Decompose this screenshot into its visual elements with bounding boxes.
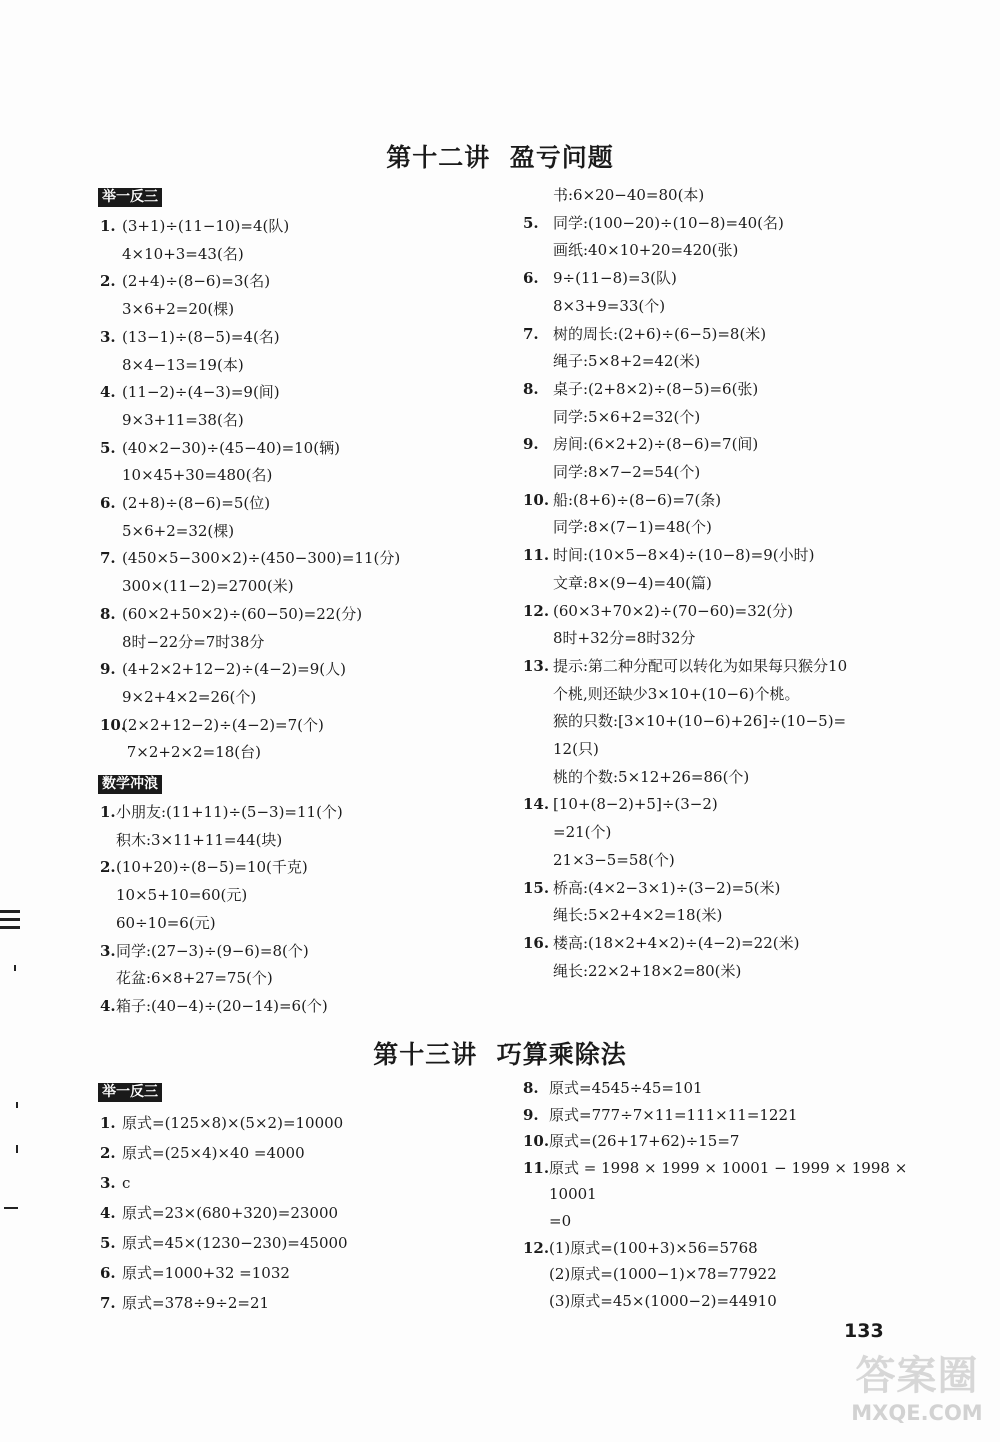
answer-line (100, 548, 400, 568)
answer-text: [10+(8−2)+5]÷(3−2) (553, 795, 718, 814)
answer-text: 7×2+2×2=18(台) (122, 743, 262, 762)
answer-text: 4×10+3=43(名) (122, 244, 244, 263)
problem-number: 10. (523, 490, 550, 509)
answer-text: 同学:8×7−2=54(个) (553, 463, 701, 481)
answer-text: (4+2×2+12−2)÷(4−2)=9(人) (122, 660, 346, 679)
answer-line (553, 711, 846, 731)
answer-line (100, 1173, 130, 1193)
answer-text: c (122, 1174, 131, 1192)
answer-text: (2×2+12−2)÷(4−2)=7(个) (122, 715, 324, 734)
problem-number: 15. (523, 878, 550, 897)
answer-line (523, 794, 718, 814)
problem-number: 1. (100, 1114, 116, 1132)
answer-line (122, 465, 272, 485)
answer-line (122, 299, 234, 319)
answer-text: 原式=(25×4)×40 =4000 (122, 1144, 305, 1162)
problem-number: 3. (100, 327, 116, 346)
answer-text: 时间:(10×5−8×4)÷(10−8)=9(小时) (553, 546, 815, 565)
problem-number: 5. (100, 1234, 116, 1252)
answer-line (523, 1131, 739, 1151)
watermark-logo: 答案圈 (855, 1353, 979, 1399)
problem-number: 11. (523, 546, 550, 565)
problem-number: 1. (100, 217, 116, 235)
answer-line (553, 296, 665, 316)
answer-text: 10×5+10=60(元) (116, 886, 248, 905)
answer-text: 绳子:5×8+2=42(米) (553, 352, 701, 371)
answer-line (523, 1078, 703, 1098)
answer-text: 树的周长:(2+6)÷(6−5)=8(米) (553, 324, 767, 343)
answer-text: 8时+32分=8时32分 (553, 629, 696, 648)
answer-text: (11−2)÷(4−3)=9(间) (122, 383, 280, 402)
answer-text: 60÷10=6(元) (116, 913, 216, 932)
answer-line (122, 576, 294, 596)
answer-line (100, 382, 280, 402)
binding-mark (14, 965, 16, 971)
problem-number: 4. (100, 1204, 116, 1222)
answer-line (549, 1291, 777, 1311)
answer-text: (60×2+50×2)÷(60−50)=22(分) (122, 604, 363, 623)
answer-line (122, 632, 264, 652)
answer-line (523, 878, 780, 898)
problem-number: 7. (100, 1294, 116, 1312)
answer-text: =0 (549, 1212, 572, 1230)
answer-text: 箱子:(40−4)÷(20−14)=6(个) (116, 996, 328, 1015)
answer-text: 同学:(100−20)÷(10−8)=40(名) (553, 213, 784, 232)
answer-line (100, 1263, 290, 1283)
section-12-badge-practice: 举一反三 (98, 188, 162, 207)
answer-text: (13−1)÷(8−5)=4(名) (122, 327, 280, 346)
answer-line (116, 830, 282, 850)
answer-text: (2)原式=(1000−1)×78=77922 (549, 1265, 777, 1284)
problem-number: 10. (523, 1132, 550, 1151)
answer-line (122, 355, 244, 375)
answer-line (523, 379, 758, 399)
problem-number: 6. (100, 1264, 116, 1282)
answer-line (100, 802, 343, 822)
answer-line (553, 739, 599, 759)
answer-line (100, 996, 328, 1016)
binding-mark (4, 1207, 18, 1209)
section-13-title: 第十三讲 巧算乘除法 (373, 1040, 627, 1069)
answer-line (553, 351, 700, 371)
problem-number: 11. (523, 1158, 550, 1177)
answer-text: 同学:8×(7−1)=48(个) (553, 518, 712, 537)
answer-text: 同学:5×6+2=32(个) (553, 407, 701, 426)
answer-line (523, 324, 766, 344)
answer-line (122, 742, 261, 762)
answer-line (116, 885, 247, 905)
answer-text: 300×(11−2)=2700(米) (122, 577, 294, 596)
answer-line (116, 968, 273, 988)
answer-text: 3×6+2=20(棵) (122, 300, 235, 319)
answer-line (553, 240, 738, 260)
answer-text: 房间:(6×2+2)÷(8−6)=7(间) (553, 435, 759, 454)
answer-text: 绳长:5×2+4×2=18(米) (553, 906, 723, 925)
answer-line (523, 545, 814, 565)
problem-number: 14. (523, 795, 550, 814)
answer-text: 书:6×20−40=80(本) (553, 186, 705, 204)
answer-line (549, 1184, 597, 1204)
answer-text: 原式=(26+17+62)÷15=7 (549, 1132, 740, 1151)
problem-number: 9. (100, 660, 116, 679)
answer-line (116, 913, 216, 933)
answer-line (122, 687, 256, 707)
answer-text: (60×3+70×2)÷(70−60)=32(分) (553, 601, 794, 620)
problem-number: 2. (100, 272, 116, 291)
problem-number: 8. (523, 379, 539, 398)
problem-number: 9. (523, 435, 539, 454)
answer-line (100, 493, 270, 513)
answer-line (553, 517, 712, 537)
problem-number: 9. (523, 1105, 539, 1124)
answer-text: 文章:8×(9−4)=40(篇) (553, 573, 712, 592)
answer-line (553, 573, 712, 593)
answer-line (122, 521, 234, 541)
answer-line (553, 822, 611, 842)
answer-text: 桃的个数:5×12+26=86(个) (553, 767, 750, 786)
answer-text: 原式 = 1998 × 1999 × 10001 − 1999 × 1998 × (549, 1158, 908, 1177)
answer-text: 12(只) (553, 740, 599, 758)
answer-line (100, 604, 362, 624)
problem-number: 2. (100, 1144, 116, 1162)
problem-number: 6. (100, 494, 116, 512)
problem-number: 16. (523, 933, 550, 952)
problem-number: 3. (100, 941, 116, 960)
problem-number: 2. (100, 858, 116, 877)
answer-line (549, 1211, 571, 1231)
answer-text: 8×3+9=33(个) (553, 296, 666, 315)
answer-line (553, 961, 741, 981)
answer-line (523, 656, 847, 676)
answer-text: (2+8)÷(8−6)=5(位) (122, 494, 271, 512)
answer-text: 5×6+2=32(棵) (122, 521, 235, 540)
section-13-badge-practice: 举一反三 (98, 1083, 162, 1102)
answer-line (523, 601, 793, 621)
problem-number: 13. (523, 656, 550, 675)
section-12-badge-challenge: 数学冲浪 (98, 775, 162, 794)
answer-text: (3)原式=45×(1000−2)=44910 (549, 1291, 777, 1310)
binding-mark (16, 1145, 18, 1153)
answer-text: (1)原式=(100+3)×56=5768 (549, 1238, 758, 1257)
answer-text: 积木:3×11+11=44(块) (116, 830, 283, 849)
answer-text: (450×5−300×2)÷(450−300)=11(分) (122, 549, 401, 568)
problem-number: 10. (100, 715, 127, 734)
answer-text: 8时−22分=7时38分 (122, 632, 265, 651)
answer-line (122, 244, 244, 264)
problem-number: 5. (100, 438, 116, 457)
answer-text: 8×4−13=19(本) (122, 355, 244, 374)
answer-line (100, 271, 270, 291)
answer-line (100, 1293, 269, 1313)
answer-text: 小朋友:(11+11)÷(5−3)=11(个) (116, 803, 343, 821)
answer-line (100, 216, 289, 236)
problem-number: 12. (523, 1238, 550, 1257)
answer-text: (40×2−30)÷(45−40)=10(辆) (122, 438, 340, 457)
answer-line (100, 1233, 348, 1253)
answer-line (523, 1238, 758, 1258)
answer-line (523, 213, 784, 233)
answer-line (523, 434, 758, 454)
problem-number: 3. (100, 1174, 116, 1192)
answer-text: 桥高:(4×2−3×1)÷(3−2)=5(米) (553, 878, 781, 897)
problem-number: 7. (100, 549, 116, 568)
answer-text: 原式=1000+32 =1032 (122, 1264, 290, 1282)
page-number: 133 (844, 1320, 884, 1342)
answer-line (553, 628, 695, 648)
problem-number: 4. (100, 996, 116, 1015)
answer-text: 原式=23×(680+320)=23000 (122, 1204, 339, 1222)
problem-number: 12. (523, 601, 550, 620)
binding-mark (0, 926, 20, 929)
answer-text: 原式=(125×8)×(5×2)=10000 (122, 1114, 344, 1132)
answer-line (523, 933, 799, 953)
answer-text: 10×45+30=480(名) (122, 466, 273, 485)
binding-mark (0, 918, 20, 921)
answer-text: 9×2+4×2=26(个) (122, 687, 257, 706)
answer-line (523, 268, 677, 288)
answer-text: 原式=4545÷45=101 (549, 1079, 703, 1097)
problem-number: 6. (523, 269, 539, 288)
answer-line (100, 1203, 338, 1223)
answer-text: 提示:第二种分配可以转化为如果每只猴分10 (553, 656, 848, 675)
answer-text: 原式=777÷7×11=111×11=1221 (549, 1105, 798, 1124)
answer-line (553, 684, 799, 704)
answer-line (100, 941, 309, 961)
answer-line (553, 767, 749, 787)
problem-number: 8. (523, 1079, 539, 1097)
answer-text: 绳长:22×2+18×2=80(米) (553, 961, 742, 980)
answer-text: 9×3+11=38(名) (122, 410, 244, 429)
answer-text: 10001 (549, 1185, 597, 1204)
answer-text: =21(个) (553, 823, 612, 842)
answer-line (523, 1105, 798, 1125)
problem-number: 1. (100, 803, 116, 821)
answer-line (100, 1143, 305, 1163)
binding-mark (0, 910, 20, 913)
answer-line (549, 1264, 777, 1284)
problem-number: 8. (100, 604, 116, 623)
answer-line (100, 715, 324, 735)
problem-number: 4. (100, 383, 116, 402)
answer-line (100, 857, 308, 877)
answer-text: 猴的只数:[3×10+(10−6)+26]÷(10−5)= (553, 712, 847, 731)
answer-text: 21×3−5=58(个) (553, 850, 675, 869)
binding-mark (16, 1102, 18, 1108)
answer-line (523, 490, 721, 510)
answer-text: (10+20)÷(8−5)=10(千克) (116, 858, 308, 877)
answer-line (553, 407, 700, 427)
answer-text: 个桃,则还缺少3×10+(10−6)个桃。 (553, 684, 800, 703)
answer-text: 原式=378÷9÷2=21 (122, 1294, 270, 1312)
problem-number: 5. (523, 213, 539, 232)
answer-text: 同学:(27−3)÷(9−6)=8(个) (116, 941, 309, 960)
answer-line (553, 905, 722, 925)
answer-line (523, 1158, 907, 1178)
answer-text: 船:(8+6)÷(8−6)=7(条) (553, 490, 722, 509)
answer-text: 9÷(11−8)=3(队) (553, 269, 677, 288)
answer-text: (2+4)÷(8−6)=3(名) (122, 272, 271, 291)
answer-text: 桌子:(2+8×2)÷(8−5)=6(张) (553, 379, 759, 398)
answer-text: 花盆:6×8+27=75(个) (116, 969, 273, 988)
answer-line (100, 1113, 343, 1133)
answer-line (122, 410, 244, 430)
answer-line (100, 659, 346, 679)
answer-text: 原式=45×(1230−230)=45000 (122, 1234, 348, 1252)
watermark-url: MXQE.COM (851, 1401, 983, 1425)
answer-line (100, 438, 340, 458)
answer-line (100, 327, 280, 347)
section-12-title: 第十二讲 盈亏问题 (386, 143, 614, 172)
answer-text: 画纸:40×10+20=420(张) (553, 241, 739, 260)
answer-line (553, 850, 675, 870)
problem-number: 7. (523, 324, 539, 343)
watermark (838, 1352, 996, 1426)
answer-line (553, 462, 700, 482)
answer-text: (3+1)÷(11−10)=4(队) (122, 217, 290, 235)
answer-line (553, 185, 704, 205)
answer-text: 楼高:(18×2+4×2)÷(4−2)=22(米) (553, 933, 800, 952)
